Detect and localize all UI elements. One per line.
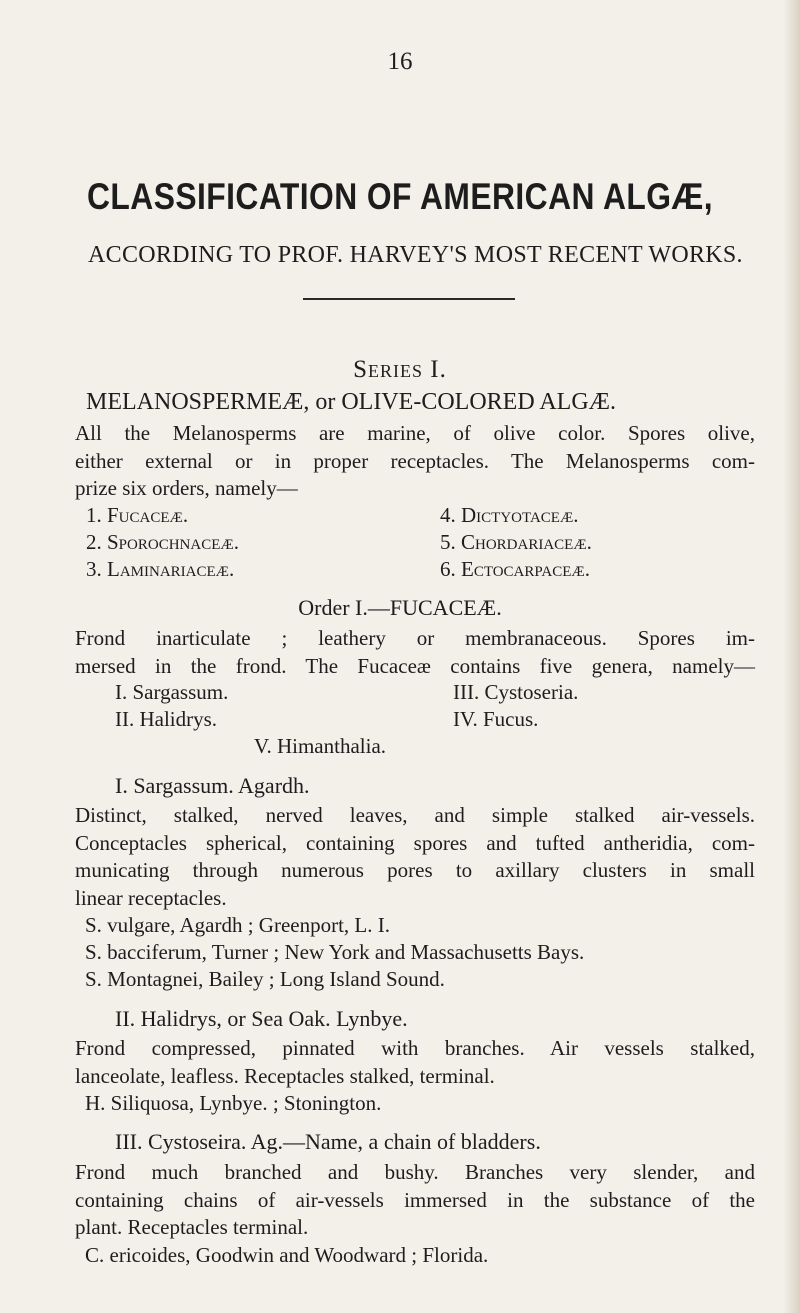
- order-desc-line: Frond inarticulate ; leathery or membranaceous. Spores im-: [75, 626, 755, 650]
- intro-line: prize six orders, namely—: [75, 476, 298, 500]
- genera-list-center: [254, 733, 386, 760]
- genera-list-right: [453, 679, 578, 733]
- sargassum-line: linear receptacles.: [75, 885, 227, 910]
- order-item: 4. Dictyotaceæ.: [440, 503, 579, 527]
- cystoseira-description: [75, 1159, 755, 1242]
- sargassum-line: municating through numerous pores to axillary clusters in small: [75, 858, 755, 882]
- genus-item: IV. Fucus.: [453, 707, 539, 731]
- halidrys-heading: II. Halidrys, or Sea Oak. Lynbye.: [115, 1006, 408, 1031]
- series-subheading: MELANOSPERMEÆ, or OLIVE-COLORED ALGÆ.: [86, 389, 616, 415]
- page-subtitle: ACCORDING TO PROF. HARVEY'S MOST RECENT WORKS.: [88, 242, 743, 268]
- halidrys-species: [85, 1090, 381, 1117]
- genus-item: III. Cystoseria.: [453, 680, 579, 704]
- page-edge-shadow: [783, 0, 800, 1313]
- genus-item: I. Sargassum.: [115, 680, 229, 704]
- order-item: 1. Fucaceæ.: [86, 503, 189, 527]
- page-title: CLASSIFICATION OF AMERICAN ALGÆ,: [87, 176, 713, 217]
- halidrys-description: [75, 1035, 755, 1090]
- orders-list-left: [86, 502, 239, 583]
- order-item: 6. Ectocarpaceæ.: [440, 557, 590, 581]
- order-heading: Order I.—FUCACEÆ.: [298, 595, 502, 620]
- sargassum-line: Distinct, stalked, nerved leaves, and simple stalked air-vessels.: [75, 803, 755, 827]
- cystoseira-species: [85, 1242, 488, 1269]
- sargassum-heading: I. Sargassum. Agardh.: [115, 773, 310, 798]
- genus-item: V. Himanthalia.: [254, 734, 387, 758]
- halidrys-line: Frond compressed, pinnated with branches. Air vessels stalked,: [75, 1036, 755, 1060]
- sargassum-line: Conceptacles spherical, containing spores and tufted antheridia, com-: [75, 830, 755, 855]
- series-heading: Series I.: [353, 356, 447, 383]
- sargassum-description: [75, 802, 755, 912]
- order-item: 2. Sporochnaceæ.: [86, 530, 239, 554]
- order-desc-line: mersed in the frond. The Fucaceæ contains five genera, namely—: [75, 653, 755, 678]
- intro-line: either external or in proper receptacles. The Melanosperms com-: [75, 448, 755, 473]
- species-entry: S. bacciferum, Turner ; New York and Massachusetts Bays.: [85, 940, 585, 964]
- order-item: 5. Chordariaceæ.: [440, 530, 592, 554]
- genus-item: II. Halidrys.: [115, 707, 218, 731]
- orders-list-right: [440, 502, 592, 583]
- cystoseira-line: plant. Receptacles terminal.: [75, 1215, 309, 1239]
- divider-rule: [303, 298, 515, 300]
- order-description: [75, 625, 755, 680]
- cystoseira-line: Frond much branched and bushy. Branches very slender, and: [75, 1160, 755, 1184]
- cystoseira-heading: III. Cystoseira. Ag.—Name, a chain of bladders.: [115, 1129, 541, 1154]
- species-entry: S. vulgare, Agardh ; Greenport, L. I.: [85, 913, 391, 937]
- halidrys-line: lanceolate, leafless. Receptacles stalked, terminal.: [75, 1063, 495, 1088]
- page-number: 16: [387, 48, 413, 75]
- intro-line: All the Melanosperms are marine, of olive color. Spores olive,: [75, 421, 755, 445]
- cystoseira-line: containing chains of air-vessels immersed in the substance of the: [75, 1187, 755, 1212]
- species-entry: H. Siliquosa, Lynbye. ; Stonington.: [85, 1091, 382, 1115]
- genera-list-left: [115, 679, 228, 733]
- sargassum-species: [85, 912, 584, 993]
- order-item: 3. Laminariaceæ.: [86, 557, 235, 581]
- series-intro: [75, 420, 755, 503]
- species-entry: C. ericoides, Goodwin and Woodward ; Florida.: [85, 1243, 489, 1267]
- species-entry: S. Montagnei, Bailey ; Long Island Sound.: [85, 967, 445, 991]
